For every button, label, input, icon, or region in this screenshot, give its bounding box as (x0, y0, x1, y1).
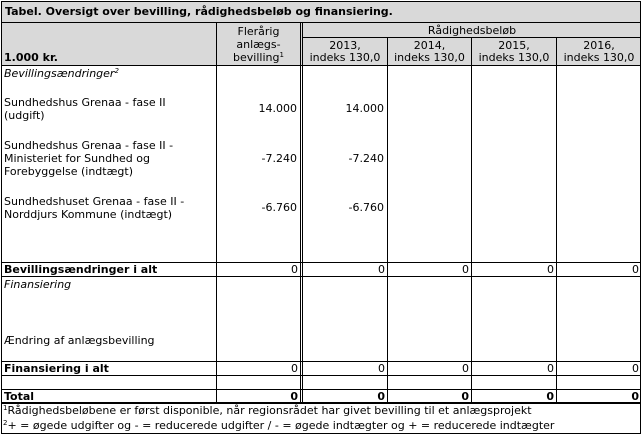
col-line-4 (471, 37, 472, 402)
title-divider (1, 22, 641, 23)
finansiering-total-flerarig: 0 (291, 362, 298, 375)
row1-2013: 14.000 (345, 102, 384, 115)
grand-total-2014: 0 (461, 390, 469, 403)
section-bevilling-label: Bevillingsændringer$^2$ (4, 67, 119, 80)
bevilling-total-2016: 0 (632, 263, 639, 276)
col-line-3 (387, 37, 388, 402)
row3-label-line2: Norddjurs Kommune (indtægt) (4, 208, 173, 221)
year-2013-line2: indeks 130,0 (309, 51, 381, 64)
finansiering-total-2016: 0 (632, 362, 639, 375)
grand-total-2015: 0 (546, 390, 554, 403)
table-title: Tabel. Oversigt over bevilling, rådighedsbeløb og finansiering. (5, 5, 393, 18)
bevilling-total-2015: 0 (547, 263, 554, 276)
section2-total-bottom (1, 375, 641, 376)
year-2015-line2: indeks 130,0 (478, 51, 550, 64)
row1-label-line1: Sundhedshus Grenaa - fase II (4, 96, 166, 109)
bevilling-total-2014: 0 (462, 263, 469, 276)
finansiering-total-2014: 0 (462, 362, 469, 375)
footnote-2: $^2$+ = øgede udgifter og - = reducerede udgifter / - = øgede indtægter og + = reducerede indtægter (3, 419, 555, 432)
row2-label-line2: Ministeriet for Sundhed og (4, 152, 151, 165)
year-2016-line1: 2016, (583, 39, 615, 52)
section-finansiering-label: Finansiering (4, 278, 72, 291)
col-flerarig-line1: Flerårig (237, 25, 280, 38)
section1-total-bottom (1, 276, 641, 277)
col-line-2a (300, 22, 301, 402)
finansiering-total-label: Finansiering i alt (4, 362, 109, 375)
year-2016-line2: indeks 130,0 (563, 51, 635, 64)
finansiering-row-label: Ændring af anlægsbevilling (4, 334, 155, 347)
grand-total-flerarig: 0 (290, 390, 298, 403)
row2-flerarig: -7.240 (261, 152, 297, 165)
bevilling-total-label: Bevillingsændringer i alt (4, 263, 158, 276)
row3-2013: -6.760 (348, 201, 384, 214)
header-divider (1, 65, 641, 66)
group-label: Rådighedsbeløb (427, 24, 517, 37)
row2-label-line3: Forebyggelse (indtægt) (4, 165, 133, 178)
year-2014-line2: indeks 130,0 (394, 51, 465, 64)
footnote-1: $^1$Rådighedsbeløbene er først disponible, når regionsrådet har givet bevilling til et anlægsprojekt (3, 404, 532, 417)
unit-label: 1.000 kr. (4, 51, 58, 64)
finansiering-total-2013: 0 (378, 362, 385, 375)
finansiering-total-2015: 0 (547, 362, 554, 375)
row1-flerarig: 14.000 (258, 102, 297, 115)
year-2013-line1: 2013, (329, 39, 361, 52)
year-2015-line1: 2015, (498, 39, 530, 52)
row2-2013: -7.240 (348, 152, 384, 165)
col-flerarig-line3: bevilling$^1$ (233, 51, 284, 64)
row3-flerarig: -6.760 (261, 201, 297, 214)
row1-label-line2: (udgift) (4, 109, 45, 122)
row3-label-line1: Sundhedshuset Grenaa - fase II - (4, 195, 185, 208)
spacer-bottom (1, 389, 641, 390)
grand-total-2013: 0 (377, 390, 385, 403)
row2-label-line1: Sundhedshus Grenaa - fase II - (4, 139, 174, 152)
year-2014-line1: 2014, (413, 39, 446, 52)
bevilling-total-2013: 0 (378, 263, 385, 276)
col-line-5 (556, 37, 557, 402)
col-flerarig-line2: anlægs- (236, 38, 281, 51)
grand-total-2016: 0 (631, 390, 639, 403)
bevilling-total-flerarig: 0 (291, 263, 298, 276)
grand-total-label: Total (4, 390, 35, 403)
